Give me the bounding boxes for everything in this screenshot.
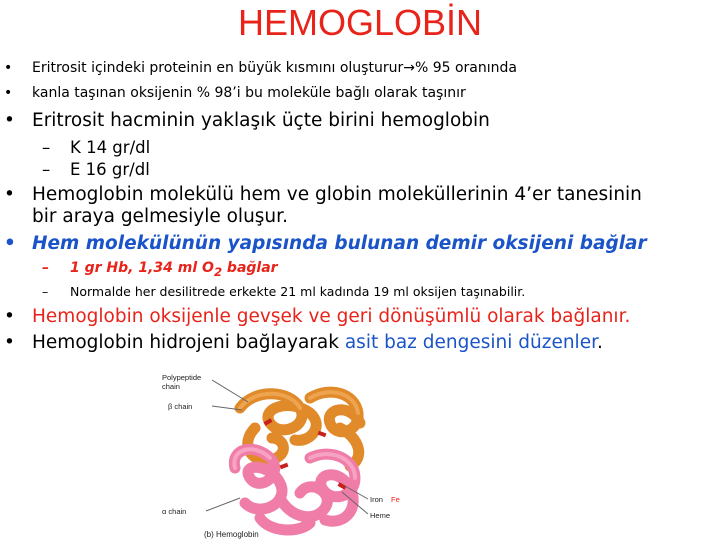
- polypeptide-label: Polypeptide: [162, 373, 202, 382]
- bullet-text: Hem molekülünün yapısında bulunan demir oksijeni bağlar: [32, 233, 647, 254]
- bullet-text: Hemoglobin oksijenle gevşek ve geri dönüşümlü olarak bağlanır.: [32, 306, 631, 327]
- dash-marker: –: [42, 260, 49, 276]
- bullet-marker: •: [4, 85, 13, 101]
- hemoglobin-figure: [160, 368, 430, 540]
- dash-marker: –: [42, 284, 49, 299]
- sub-text: K 14 gr/dl: [70, 138, 151, 157]
- arrow-right-icon: →: [403, 60, 415, 76]
- page-title: HEMOGLOBİN: [237, 2, 483, 43]
- heme-label: Heme: [370, 511, 391, 520]
- bullet-marker: •: [4, 306, 15, 327]
- bullet-text: Hemoglobin molekülü hem ve globin moleküllerinin 4’er tanesinin: [32, 184, 642, 205]
- bullet-text: Hemoglobin hidrojeni bağlayarak asit baz dengesini düzenler.: [32, 332, 603, 353]
- dash-marker: –: [42, 138, 51, 157]
- bullet-marker: •: [4, 332, 15, 353]
- sub-text: E 16 gr/dl: [70, 160, 150, 179]
- dash-marker: –: [42, 160, 51, 179]
- iron-label: Iron: [370, 495, 383, 504]
- fe-label: Fe: [391, 495, 400, 504]
- bullet-text: Eritrosit hacminin yaklaşık üçte birini hemoglobin: [32, 110, 490, 131]
- figure-caption: (b) Hemoglobin: [204, 530, 259, 539]
- bullet-marker: •: [4, 60, 13, 76]
- bullet-marker: •: [4, 233, 16, 254]
- bullet-marker: •: [4, 184, 15, 205]
- bullet-marker: •: [4, 110, 15, 131]
- bullet-text-continued: bir araya gelmesiyle oluşur.: [32, 206, 288, 227]
- sub-text: 1 gr Hb, 1,34 ml $O_2$ bağlar: [70, 260, 278, 279]
- beta-chain-label: β chain: [168, 402, 193, 411]
- hemoglobin-illustration: [160, 368, 430, 540]
- bullet-text: kanla taşınan oksijenin % 98’i bu moleküle bağlı olarak taşınır: [32, 85, 466, 101]
- bullet-text: Eritrosit içindeki proteinin en büyük kısmını oluşturur→% 95 oranında: [32, 60, 517, 76]
- chain-label: chain: [162, 382, 180, 391]
- alpha-chain-label: α chain: [162, 507, 187, 516]
- sub-text: Normalde her desilitrede erkekte 21 ml kadında 19 ml oksijen taşınabilir.: [70, 284, 526, 299]
